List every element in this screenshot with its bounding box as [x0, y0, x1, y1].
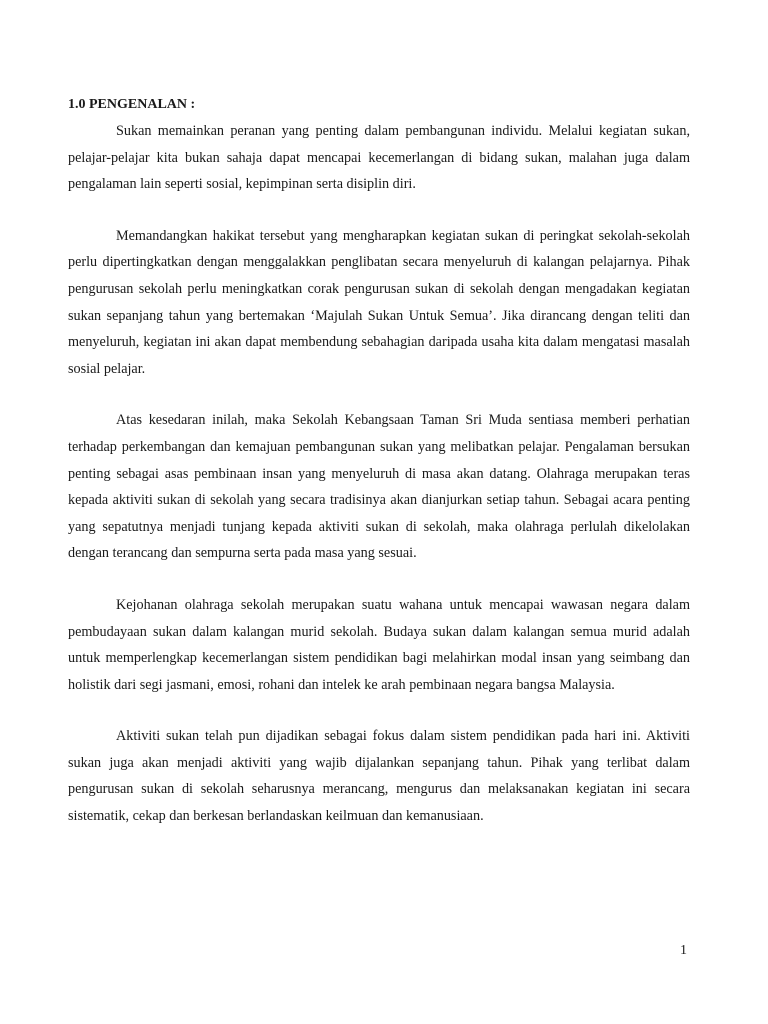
paragraph-4: Kejohanan olahraga sekolah merupakan suatu wahana untuk mencapai wawasan negara dalam pembudayaan sukan dalam kalangan murid sekolah. Budaya sukan dalam kalangan semua murid adalah untuk memperlengkap kecemerlangan sistem pendidikan bagi melahirkan modal insan yang seimbang dan holistik dari segi jasmani, emosi, rohani dan intelek ke arah pembinaan negara bangsa Malaysia.	[68, 596, 690, 693]
paragraph-5: Aktiviti sukan telah pun dijadikan sebagai fokus dalam sistem pendidikan pada hari ini. Aktiviti sukan juga akan menjadi aktiviti yang wajib dijalankan sepanjang tahun. Pihak yang terlibat dalam pengurusan sukan di sekolah seharusnya merancang, mengurus dan melaksanakan kegiatan ini secara sistematik, cekap dan berkesan berlandaskan keilmuan dan kemanusiaan.	[68, 728, 690, 825]
section-heading: 1.0 PENGENALAN :	[68, 97, 196, 112]
paragraph-3: Atas kesedaran inilah, maka Sekolah Kebangsaan Taman Sri Muda sentiasa memberi perhatian terhadap perkembangan dan kemajuan pembangunan sukan yang melibatkan pelajar. Pengalaman bersukan penting sebagai asas pembinaan insan yang menyeluruh di masa akan datang. Olahraga merupakan teras kepada aktiviti sukan di sekolah yang secara tradisinya akan dianjurkan setiap tahun. Sebagai acara penting yang sepatutnya menjadi tunjang kepada aktiviti sukan di sekolah, maka olahraga perlulah dikelolakan dengan terancang dan sempurna serta pada masa yang sesuai.	[68, 412, 690, 562]
paragraph-1: Sukan memainkan peranan yang penting dalam pembangunan individu. Melalui kegiatan sukan, pelajar-pelajar kita bukan sahaja dapat mencapai kecemerlangan di bidang sukan, malahan juga dalam pengalaman lain seperti sosial, kepimpinan serta disiplin diri.	[68, 123, 690, 193]
page-number: 1	[680, 943, 687, 958]
document-body	[68, 92, 690, 855]
paragraph-2: Memandangkan hakikat tersebut yang mengharapkan kegiatan sukan di peringkat sekolah-sekolah perlu dipertingkatkan dengan menggalakkan penglibatan secara menyeluruh di kalangan pelajarnya. Pihak pengurusan sekolah perlu meningkatkan corak pengurusan sukan di sekolah dengan mengadakan kegiatan sukan sepanjang tahun yang bertemakan ‘Majulah Sukan Untuk Semua’. Jika dirancang dengan teliti dan menyeluruh, kegiatan ini akan dapat membendung sebahagian daripada usaha kita dalam mengatasi masalah sosial pelajar.	[68, 227, 690, 377]
